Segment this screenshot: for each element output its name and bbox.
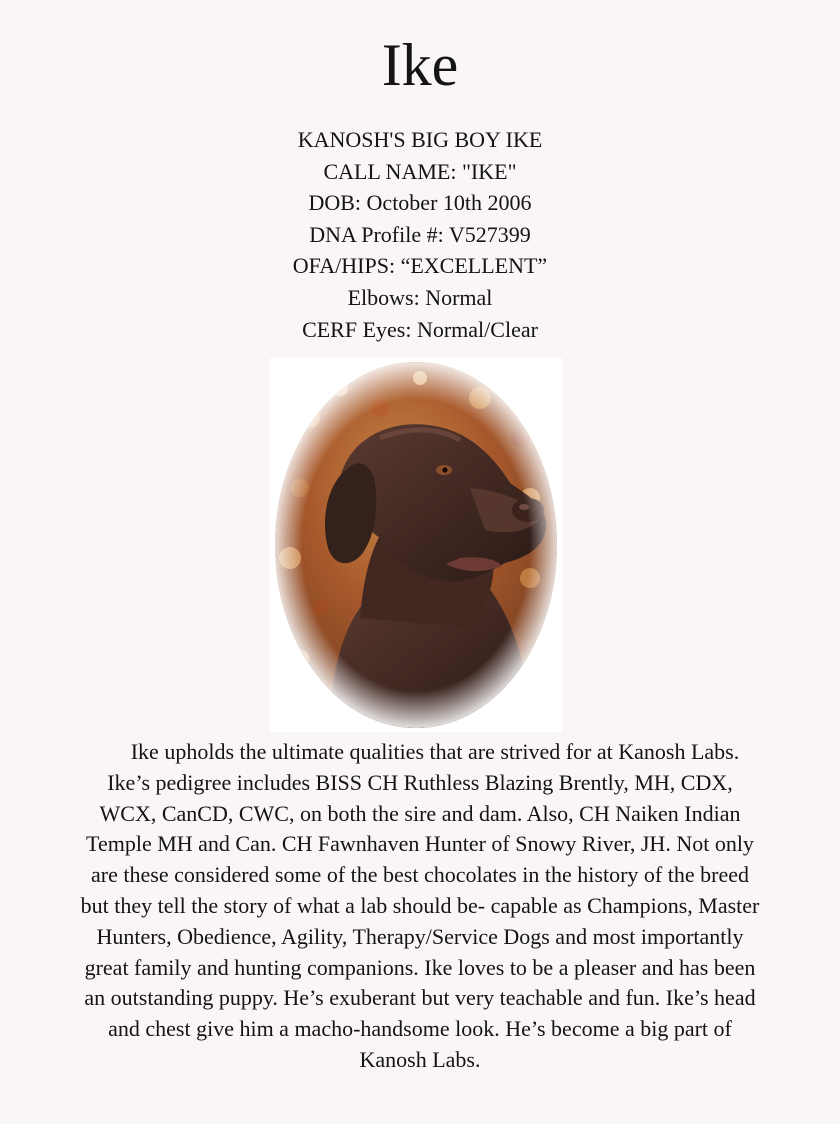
bio-paragraph	[14, 737, 826, 1076]
date-of-birth: DOB: October 10th 2006	[308, 190, 532, 216]
bio-line: great family and hunting companions. Ike loves to be a pleaser and has been	[84, 954, 756, 980]
bio-line: Ike upholds the ultimate qualities that are strived for at Kanosh Labs.	[130, 739, 740, 764]
bio-line: WCX, CanCD, CWC, on both the sire and dam. Also, CH Naiken Indian	[99, 800, 741, 826]
elbows: Elbows: Normal	[347, 284, 493, 310]
bio-line: Hunters, Obedience, Agility, Therapy/Service Dogs and most importantly	[96, 923, 744, 949]
registered-name: KANOSH'S BIG BOY IKE	[297, 127, 543, 152]
bio-line: but they tell the story of what a lab should be- capable as Champions, Master	[80, 892, 760, 918]
dog-details	[0, 124, 840, 345]
bio-line: an outstanding puppy. He’s exuberant but very teachable and fun. Ike’s head	[84, 985, 756, 1011]
cerf-eyes: CERF Eyes: Normal/Clear	[302, 316, 538, 342]
bio-line: Temple MH and Can. CH Fawnhaven Hunter of Snowy River, JH. Not only	[86, 831, 754, 857]
bio-line: Ike’s pedigree includes BISS CH Ruthless Blazing Brently, MH, CDX,	[107, 769, 733, 795]
bio-line: and chest give him a macho-handsome look. He’s become a big part of	[108, 1016, 732, 1042]
bio-line: are these considered some of the best chocolates in the history of the breed	[91, 862, 749, 888]
call-name: CALL NAME: "IKE"	[323, 158, 517, 184]
bio-line: Kanosh Labs.	[359, 1046, 481, 1072]
page-title: Ike	[381, 32, 459, 98]
dog-portrait-photo	[270, 358, 562, 732]
ofa-hips: OFA/HIPS: “EXCELLENT”	[292, 253, 548, 279]
dna-profile: DNA Profile #: V527399	[309, 221, 531, 247]
